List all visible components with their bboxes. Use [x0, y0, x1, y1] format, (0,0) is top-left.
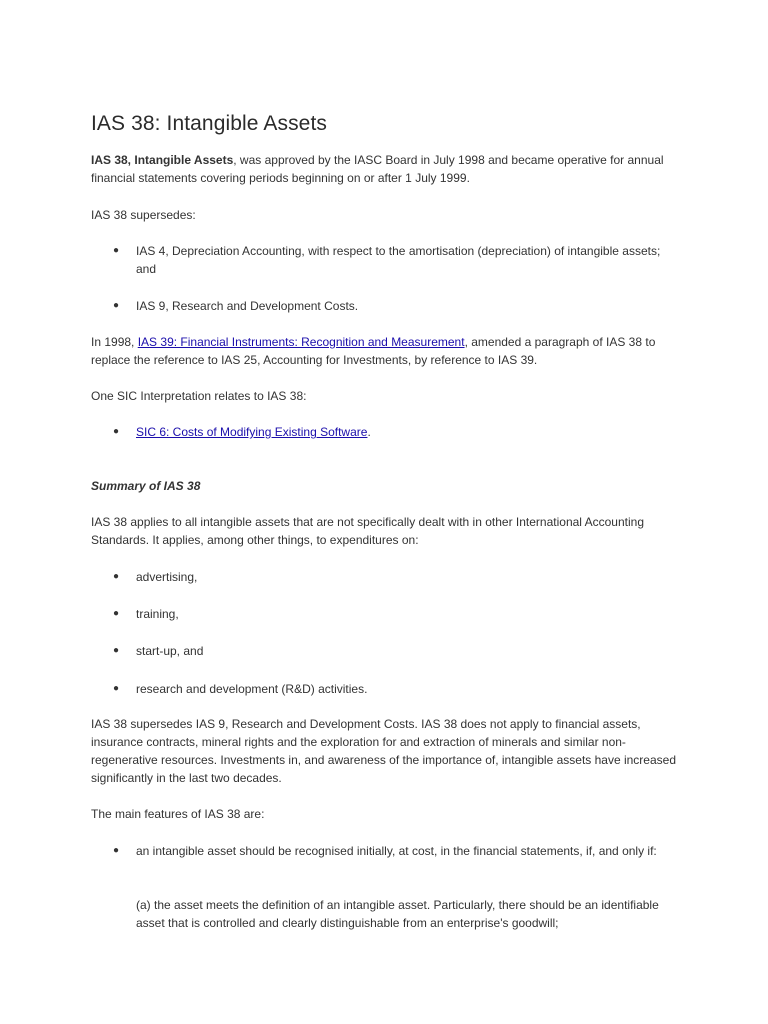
list-item-text: [136, 423, 676, 441]
ias39-paragraph: [91, 333, 676, 369]
bullet-icon: ●: [113, 571, 120, 582]
list-item-text: training,: [136, 607, 179, 621]
bullet-icon: ●: [113, 300, 120, 311]
page-title: IAS 38: Intangible Assets: [91, 112, 327, 135]
sic6-link[interactable]: SIC 6: Costs of Modifying Existing Software: [136, 425, 368, 439]
supersedes-paragraph: IAS 38 supersedes IAS 9, Research and Development Costs. IAS 38 does not apply to financial assets, insurance contracts, mineral rights and the exploration for and extraction of minerals and similar non-regenerative resources. Investments in, and awareness of the importance of, intangible assets have increased significantly in the last two decades.: [91, 717, 676, 785]
intro-bold-term: IAS 38, Intangible Assets: [91, 153, 234, 167]
sic6-after: .: [367, 425, 371, 439]
bullet-icon: ●: [113, 683, 120, 694]
summary-heading: Summary of IAS 38: [91, 479, 201, 493]
bullet-icon: ●: [113, 845, 120, 856]
bullet-icon: ●: [113, 245, 120, 256]
applies-paragraph: IAS 38 applies to all intangible assets that are not specifically dealt with in other International Accounting Standards. It applies, among other things, to expenditures on:: [91, 515, 645, 547]
list-item-text: IAS 4, Depreciation Accounting, with respect to the amortisation (depreciation) of intangible assets; and: [136, 244, 661, 276]
list-item-text: research and development (R&D) activities.: [136, 682, 368, 696]
sic-label: One SIC Interpretation relates to IAS 38:: [91, 389, 307, 403]
bullet-icon: ●: [113, 645, 120, 656]
features-label: The main features of IAS 38 are:: [91, 807, 265, 821]
list-item-text: start-up, and: [136, 644, 204, 658]
list-item-text: IAS 9, Research and Development Costs.: [136, 299, 359, 313]
ias39-after: , amended a paragraph of IAS 38 to replace the reference to IAS 25, Accounting for Investments, by reference to IAS 39.: [91, 335, 656, 367]
bullet-icon: ●: [113, 426, 120, 437]
intro-paragraph: [91, 151, 676, 187]
bullet-icon: ●: [113, 608, 120, 619]
supersedes-label: IAS 38 supersedes:: [91, 208, 196, 222]
ias39-link[interactable]: IAS 39: Financial Instruments: Recognition and Measurement: [137, 335, 465, 349]
intro-text: , was approved by the IASC Board in July 1998 and became operative for annual financial statements covering periods beginning on or after 1 July 1999.: [91, 153, 664, 185]
list-item-text: an intangible asset should be recognised initially, at cost, in the financial statements, if, and only if:: [136, 844, 657, 858]
list-item-text: advertising,: [136, 570, 198, 584]
feature-sub-a: (a) the asset meets the definition of an intangible asset. Particularly, there should be an identifiable asset that is controlled and clearly distinguishable from an enterprise's goodwill;: [136, 898, 659, 930]
ias39-before: In 1998,: [91, 335, 138, 349]
